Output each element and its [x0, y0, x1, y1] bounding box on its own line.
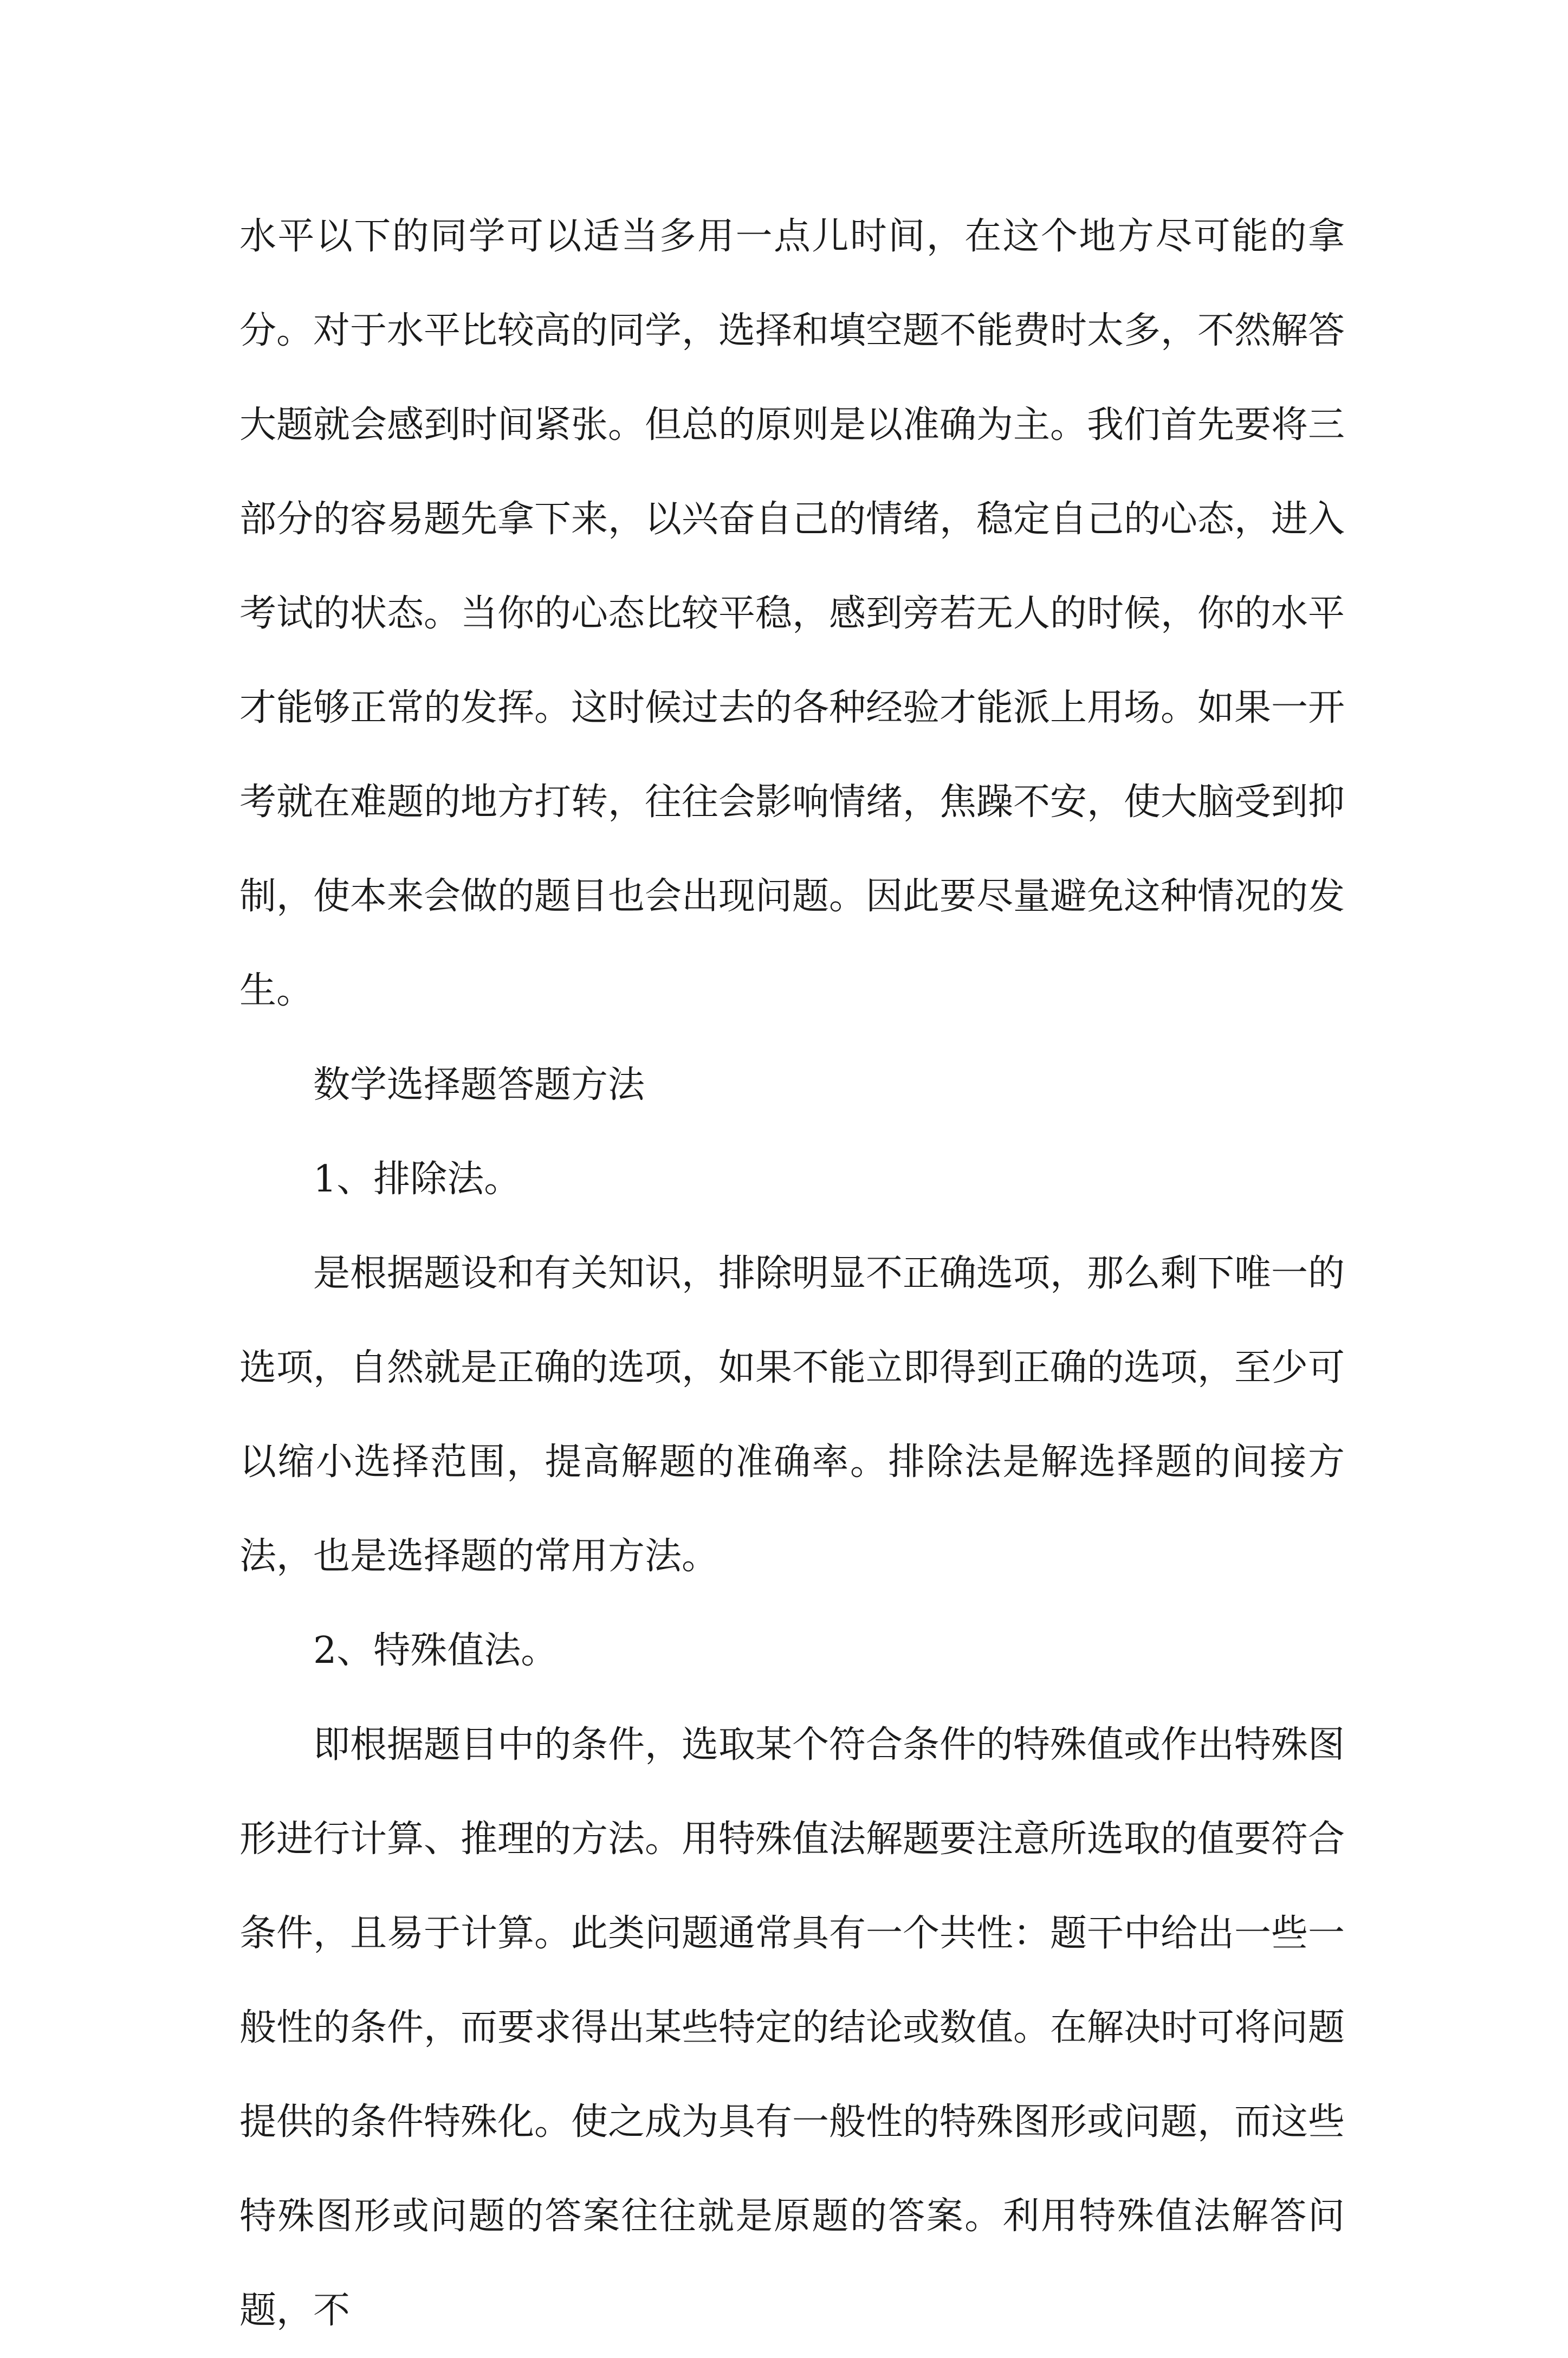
document-body	[239, 190, 1345, 2358]
method-heading-exclusion: 1、排除法。	[313, 1158, 521, 1201]
body-paragraph: 是根据题设和有关知识，排除明显不正确选项，那么剩下唯一的选项，自然就是正确的选项，如果不能立即得到正确的选项，至少可以缩小选择范围，提高解题的准确率。排除法是解选择题的间接方法，也是选择题的常用方法。	[239, 1252, 1345, 1578]
body-paragraph: 水平以下的同学可以适当多用一点儿时间，在这个地方尽可能的拿分。对于水平比较高的同学，选择和填空题不能费时太多，不然解答大题就会感到时间紧张。但总的原则是以准确为主。我们首先要将三部分的容易题先拿下来，以兴奋自己的情绪，稳定自己的心态，进入考试的状态。当你的心态比较平稳，感到旁若无人的时候，你的水平才能够正常的发挥。这时候过去的各种经验才能派上用场。如果一开考就在难题的地方打转，往往会影响情绪，焦躁不安，使大脑受到抑制，使本来会做的题目也会出现问题。因此要尽量避免这种情况的发生。	[239, 215, 1345, 1012]
section-heading: 数学选择题答题方法	[313, 1064, 645, 1106]
method-heading-special-value: 2、特殊值法。	[313, 1629, 558, 1672]
body-paragraph: 即根据题目中的条件，选取某个符合条件的特殊值或作出特殊图形进行计算、推理的方法。用特殊值法解题要注意所选取的值要符合条件，且易于计算。此类问题通常具有一个共性：题干中给出一些一般性的条件，而要求得出某些特定的结论或数值。在解决时可将问题提供的条件特殊化。使之成为具有一般性的特殊图形或问题，而这些特殊图形或问题的答案往往就是原题的答案。利用特殊值法解答问题，不	[239, 1724, 1345, 2332]
